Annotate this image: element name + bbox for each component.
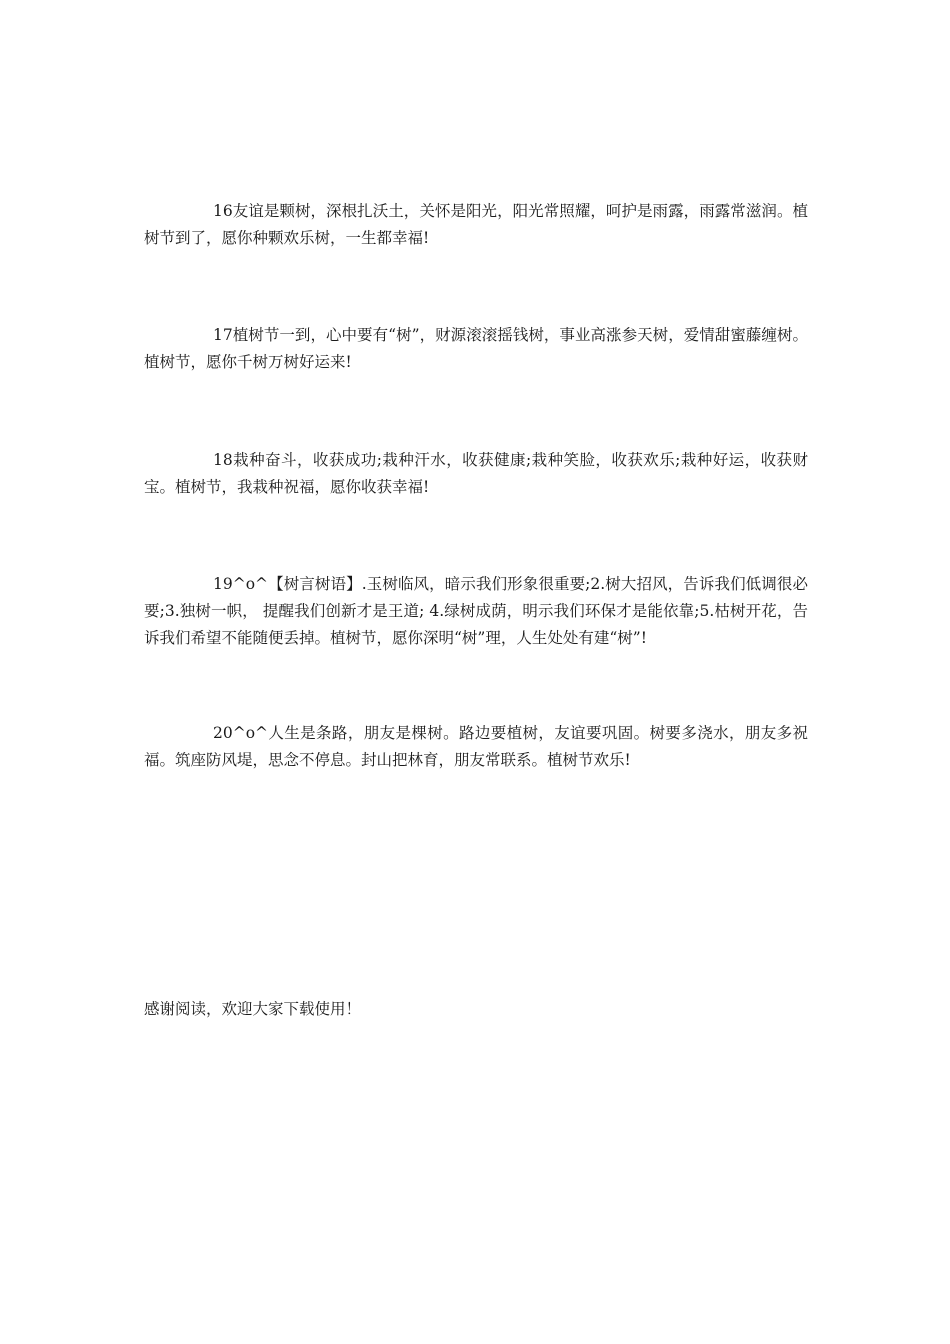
closing-note: 感谢阅读，欢迎大家下载使用！ — [144, 1000, 362, 1018]
paragraph-18: 18栽种奋斗，收获成功;栽种汗水，收获健康;栽种笑脸，收获欢乐;栽种好运，收获财宝。植树节，我栽种祝福，愿你收获幸福! — [144, 451, 808, 496]
paragraph-19: 19^o^【树言树语】.玉树临风，暗示我们形象很重要;2.树大招风，告诉我们低调很必要;3.独树一帜， 提醒我们创新才是王道; 4.绿树成荫，明示我们环保才是能依靠;5.枯树开花，告诉我们希望不能随便丢掉。植树节，愿你深明“树”理，人生处处有建“树”! — [144, 575, 808, 647]
paragraph-20: 20^o^人生是条路，朋友是棵树。路边要植树，友谊要巩固。树要多浇水，朋友多祝福。筑座防风堤，思念不停息。封山把林育，朋友常联系。植树节欢乐! — [144, 724, 808, 769]
paragraph-16: 16友谊是颗树，深根扎沃土，关怀是阳光，阳光常照耀，呵护是雨露，雨露常滋润。植树节到了，愿你种颗欢乐树，一生都幸福! — [144, 202, 808, 247]
paragraph-17: 17植树节一到，心中要有“树”，财源滚滚摇钱树，事业高涨参天树，爱情甜蜜藤缠树。植树节，愿你千树万树好运来! — [144, 326, 808, 371]
